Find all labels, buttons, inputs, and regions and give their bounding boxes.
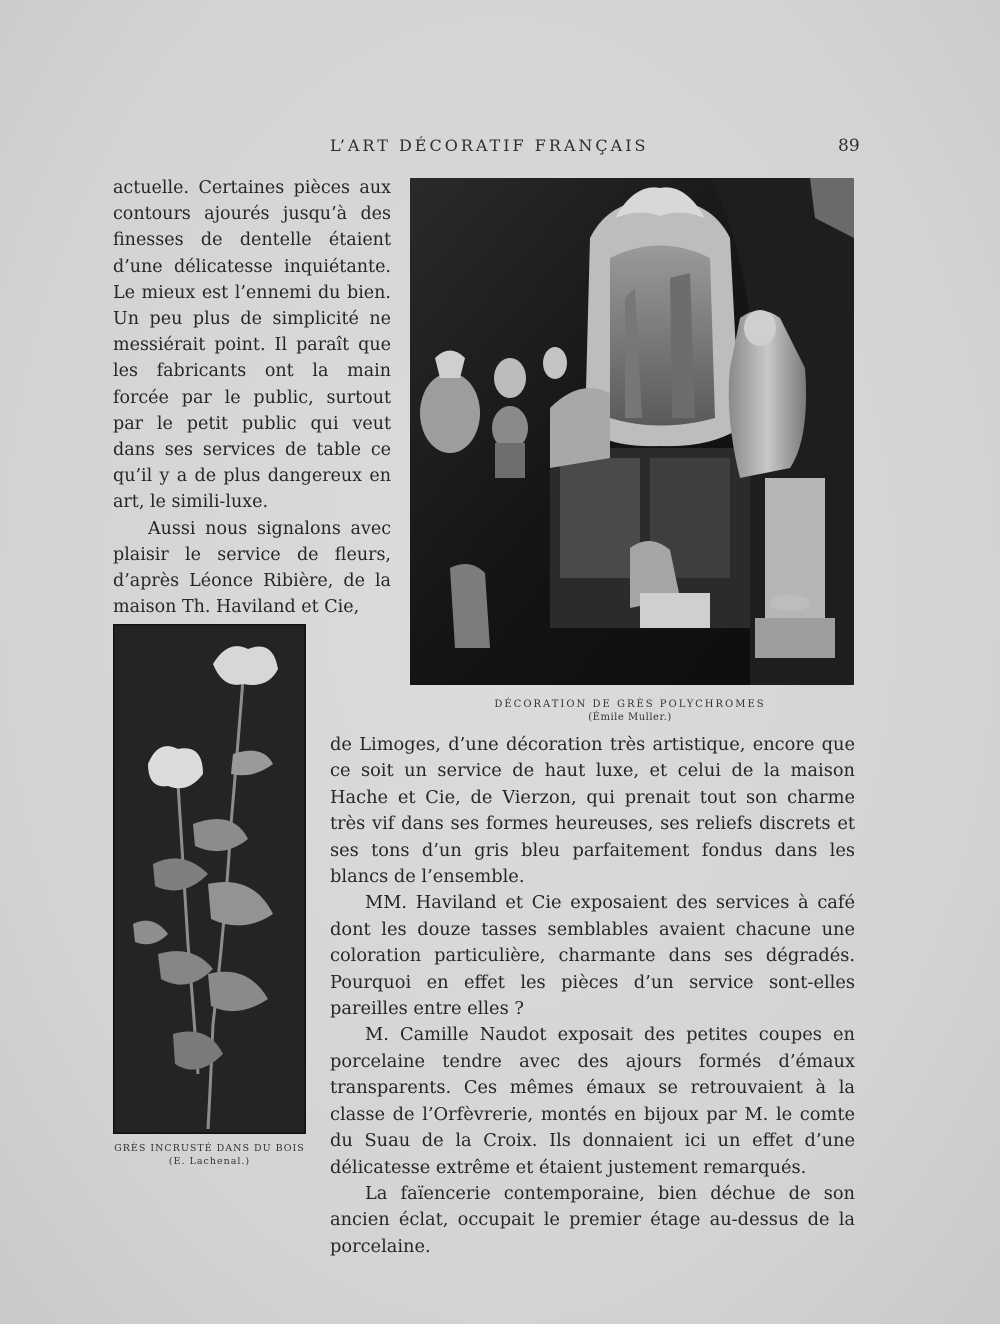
caption-top-credit: (Émile Muller.) bbox=[588, 712, 672, 723]
caption-top-figure bbox=[440, 698, 820, 724]
left-paragraph-1: actuelle. Certaines pièces aux contours ajourés jusqu’à des finesses de dentelle étaient d’une délicatesse inquiétante. Le mieux est l’ennemi du bien. Un peu plus de simplicité ne messiérait point. Il paraît que les fabricants ont la main forcée par le public, surtout par le petit public qui veut dans ses services de table ce qu’il y a de plus dangereux en art, le simili-luxe. bbox=[113, 178, 391, 513]
caption-left-title: GRÈS INCRUSTÉ DANS DU BOIS bbox=[114, 1143, 305, 1154]
bottom-paragraph-4: La faïencerie contemporaine, bien déchue de son ancien éclat, occupait le premier étage au-dessus de la porcelaine. bbox=[330, 1182, 855, 1257]
left-paragraph-2: Aussi nous signalons avec plaisir le service de fleurs, d’après Léonce Ribière, de la maison Th. Haviland et Cie, bbox=[113, 518, 391, 618]
photo-stoneware-decoration bbox=[410, 178, 854, 685]
bottom-paragraph-3: M. Camille Naudot exposait des petites coupes en porcelaine tendre avec des ajours formés d’émaux transparents. Ces mêmes émaux se retrouvaient à la classe de l’Orfèvrerie, montés en bijoux par M. le comte du Suau de la Croix. Ils donnaient ici un effet d’une délicatesse extrême et étaient justement remarqués. bbox=[330, 1024, 855, 1178]
running-header: L’ART DÉCORATIF FRANÇAIS bbox=[330, 136, 649, 155]
bottom-text-column bbox=[330, 732, 855, 1260]
bottom-paragraph-2: MM. Haviland et Cie exposaient des services à café dont les douze tasses semblables avaient chacune une coloration particulière, charmante dans ses dégradés. Pourquoi en effet les pièces d’un service sont-elles pareilles entre elles ? bbox=[330, 892, 855, 1020]
bottom-paragraph-1: de Limoges, d’une décoration très artistique, encore que ce soit un service de haut luxe, et celui de la maison Hache et Cie, de Vierzon, qui prenait tout son charme très vif dans ses formes heureuses, ses reliefs discrets et ses tons d’un gris bleu parfaitement fondus dans les blancs de l’ensemble. bbox=[330, 734, 855, 888]
left-text-column bbox=[113, 175, 391, 620]
caption-left-credit: (E. Lachenal.) bbox=[168, 1156, 251, 1167]
page-number: 89 bbox=[838, 136, 860, 156]
caption-top-title: DÉCORATION DE GRÈS POLYCHROMES bbox=[494, 699, 766, 710]
caption-left-figure bbox=[113, 1142, 306, 1168]
photo-poppy-inlay bbox=[113, 624, 306, 1134]
